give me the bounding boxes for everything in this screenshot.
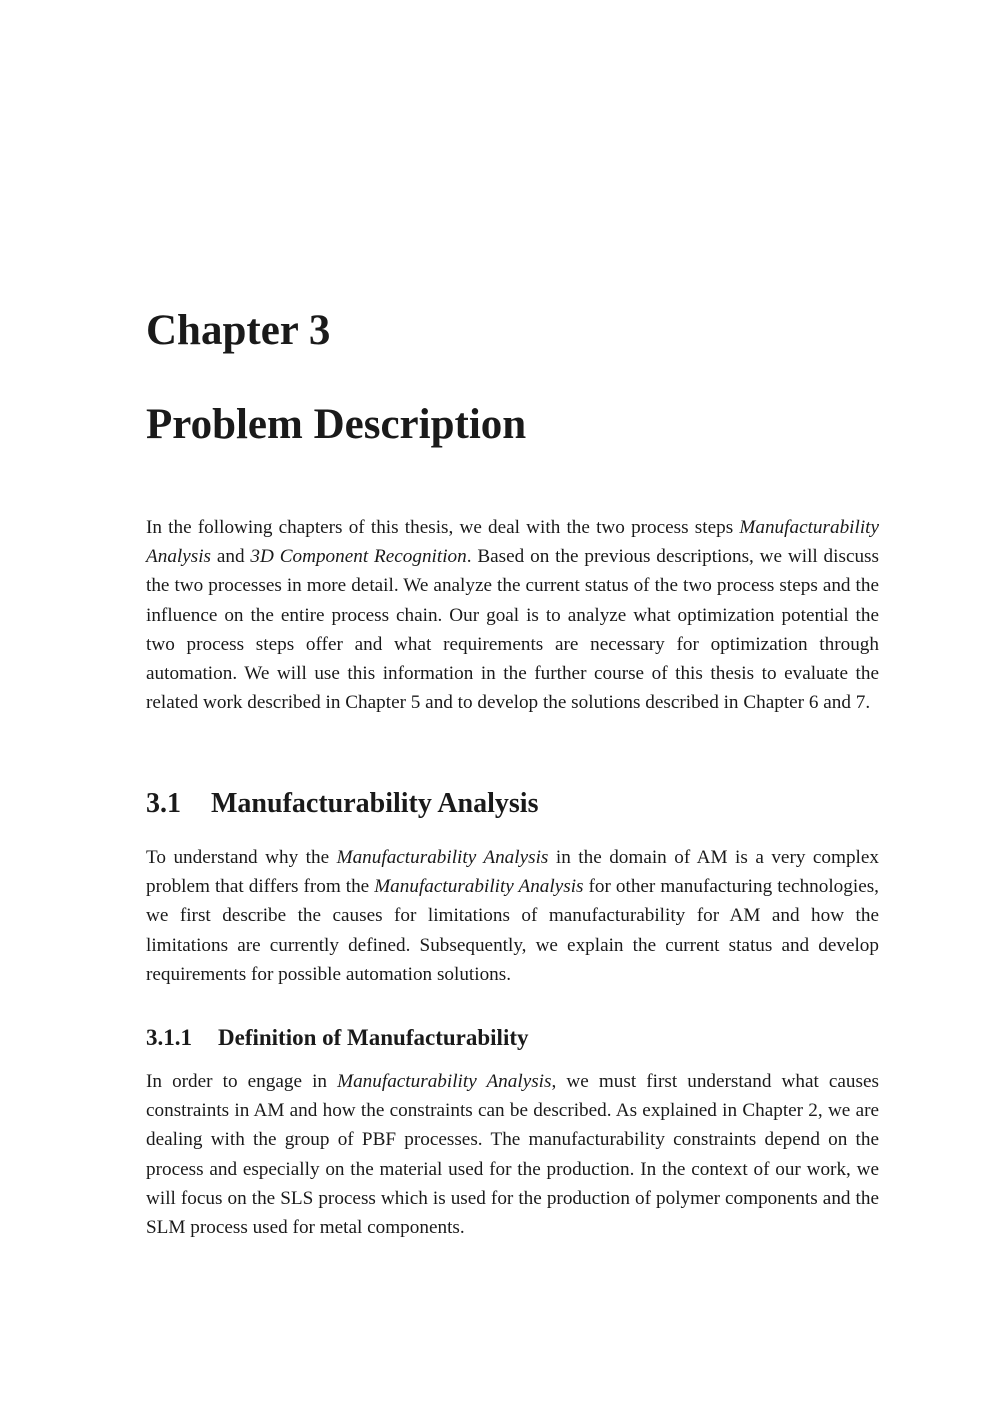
section-paragraph [146, 843, 879, 989]
intro-emphasis-1: Manufacturability Analysis [146, 517, 879, 568]
section-text-3: for other manufacturing technologies, we first describe the causes for limitations of manufacturability for AM and how the limitations are currently defined. Subsequently, we explain the current status and develop requirements for possible automation solutions. [146, 876, 879, 985]
section-heading [146, 786, 538, 822]
section-emphasis-2: Manufacturability Analysis [374, 876, 584, 898]
intro-text-1: In the following chapters of this thesis, we deal with the two process steps [146, 517, 740, 538]
intro-paragraph [146, 513, 879, 717]
section-text-2: in the domain of AM is a very complex problem that differs from the [146, 847, 879, 898]
subsection-text-1: In order to engage in [146, 1071, 338, 1092]
intro-text-3: . Based on the previous descriptions, we will discuss the two processes in more detail. We analyze the current status of the two process steps and the influence on the entire process chain. Our goal is to analyze what optimization potential the two process steps offer and what requirements are necessary for optimization through automation. We will use this information in the further course of this thesis to evaluate the related work described in Chapter 5 and to develop the solutions described in Chapter 6 and 7. [146, 546, 879, 714]
chapter-label: Chapter 3 [146, 307, 331, 354]
section-title: Manufacturability Analysis [211, 788, 539, 819]
subsection-heading [146, 1023, 529, 1053]
subsection-paragraph [146, 1067, 879, 1242]
section-number: 3.1 [146, 788, 181, 819]
chapter-title: Problem Description [146, 401, 527, 448]
intro-emphasis-2: 3D Component Recognition [250, 546, 467, 568]
section-text-1: To understand why the [146, 847, 337, 868]
subsection-number: 3.1.1 [146, 1025, 192, 1050]
subsection-title: Definition of Manufacturability [218, 1025, 529, 1050]
intro-text-2: and [211, 546, 251, 568]
subsection-emphasis-1: Manufacturability Analysis [337, 1071, 552, 1092]
section-emphasis-1: Manufacturability Analysis [336, 847, 549, 868]
subsection-text-2: , we must first understand what causes constraints in AM and how the constraints can be described. As explained in Chapter 2, we are dealing with the group of PBF processes. The manufacturability constraints depend on the process and especially on the material used for the production. In the context of our work, we will focus on the SLS process which is used for the production of polymer components and the SLM process used for metal components. [146, 1071, 879, 1239]
